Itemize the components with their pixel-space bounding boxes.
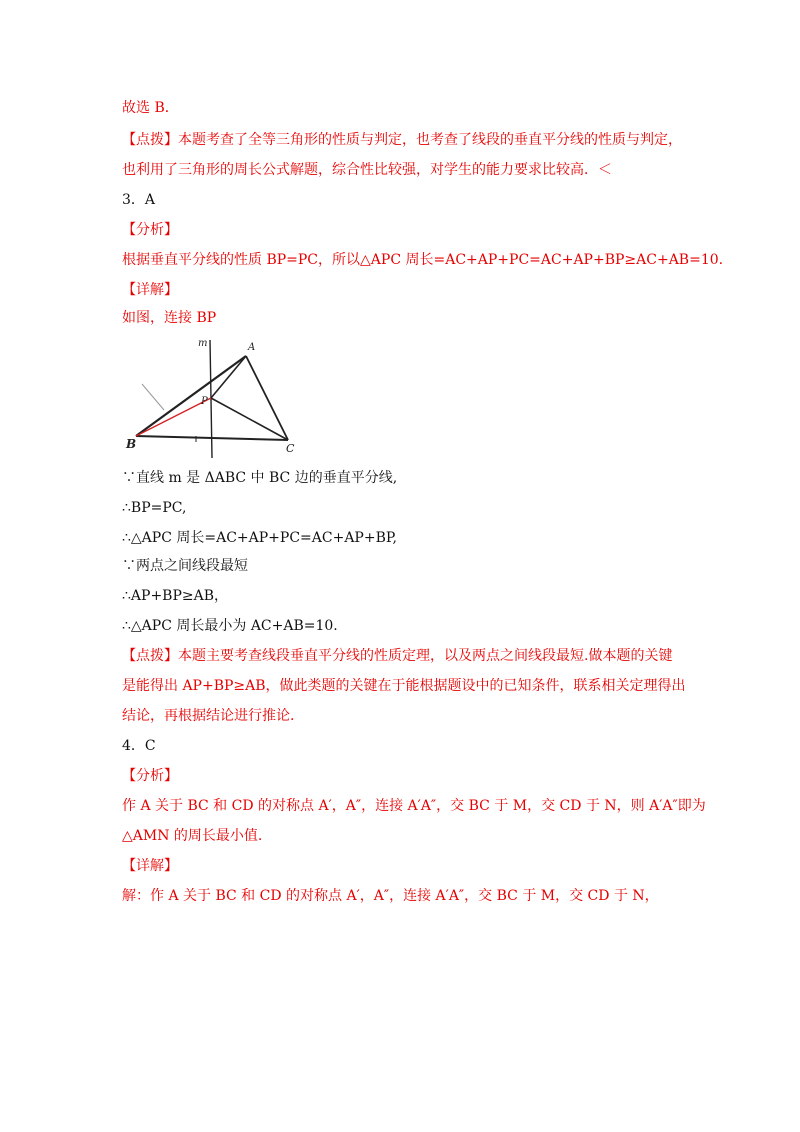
segment-AC [246,356,288,440]
text-line-23: 解：作 A 关于 BC 和 CD 的对称点 A′，A″，连接 A′A″，交 BC 于 M，交 CD 于 N， [122,888,659,904]
section-analysis-heading: 【分析】 [122,222,178,238]
section-detail-heading: 【详解】 [122,282,178,298]
construction-line [142,384,164,410]
text-line-1: 故选 B． [122,100,179,116]
text-line-12: ∵两点之间线段最短 [122,558,248,574]
label-P: P [201,396,208,407]
text-line-9: ∵直线 m 是 ΔABC 中 BC 边的垂直平分线, [122,470,398,486]
text-line-13: ∴AP+BP≥AB， [122,588,229,604]
segment-BP [136,398,211,436]
text-line-21: △AMN 的周长最小值. [122,828,263,844]
text-line-15: 【点拨】本题主要考查线段垂直平分线的性质定理，以及两点之间线段最短.做本题的关键 [122,648,673,664]
text-line-6: 根据垂直平分线的性质 BP=PC，所以△APC 周长=AC+AP+PC=AC+AP+BP≥AC+AB=10. [122,252,724,268]
text-line-16: 是能得出 AP+BP≥AB，做此类题的关键在于能根据题设中的已知条件，联系相关定理得出 [122,678,686,694]
label-B: B [126,437,137,451]
text-line-2: 【点拨】本题考查了全等三角形的性质与判定，也考查了线段的垂直平分线的性质与判定， [122,132,682,148]
label-m: m [198,338,208,349]
text-line-11: ∴△APC 周长=AC+AP+PC=AC+AP+BP, [122,530,397,546]
section-analysis-heading-2: 【分析】 [122,768,178,784]
question-number-3: 3．A [122,192,156,208]
text-line-20: 作 A 关于 BC 和 CD 的对称点 A′，A″，连接 A′A″，交 BC 于 M，交 CD 于 N，则 A′A″即为 [122,798,706,814]
text-line-10: ∴BP=PC, [122,500,187,516]
geometry-figure [118,334,308,462]
text-line-8: 如图，连接 BP [122,310,217,326]
segment-PC [211,398,288,440]
label-C: C [286,442,295,455]
text-line-17: 结论，再根据结论进行推论. [122,708,295,724]
text-line-14: ∴△APC 周长最小为 AC+AB=10. [122,618,338,634]
section-detail-heading-2: 【详解】 [122,858,178,874]
label-A: A [248,342,256,353]
text-line-3: 也利用了三角形的周长公式解题，综合性比较强，对学生的能力要求比较高．＜ [122,162,612,178]
question-number-4: 4．C [122,738,156,754]
